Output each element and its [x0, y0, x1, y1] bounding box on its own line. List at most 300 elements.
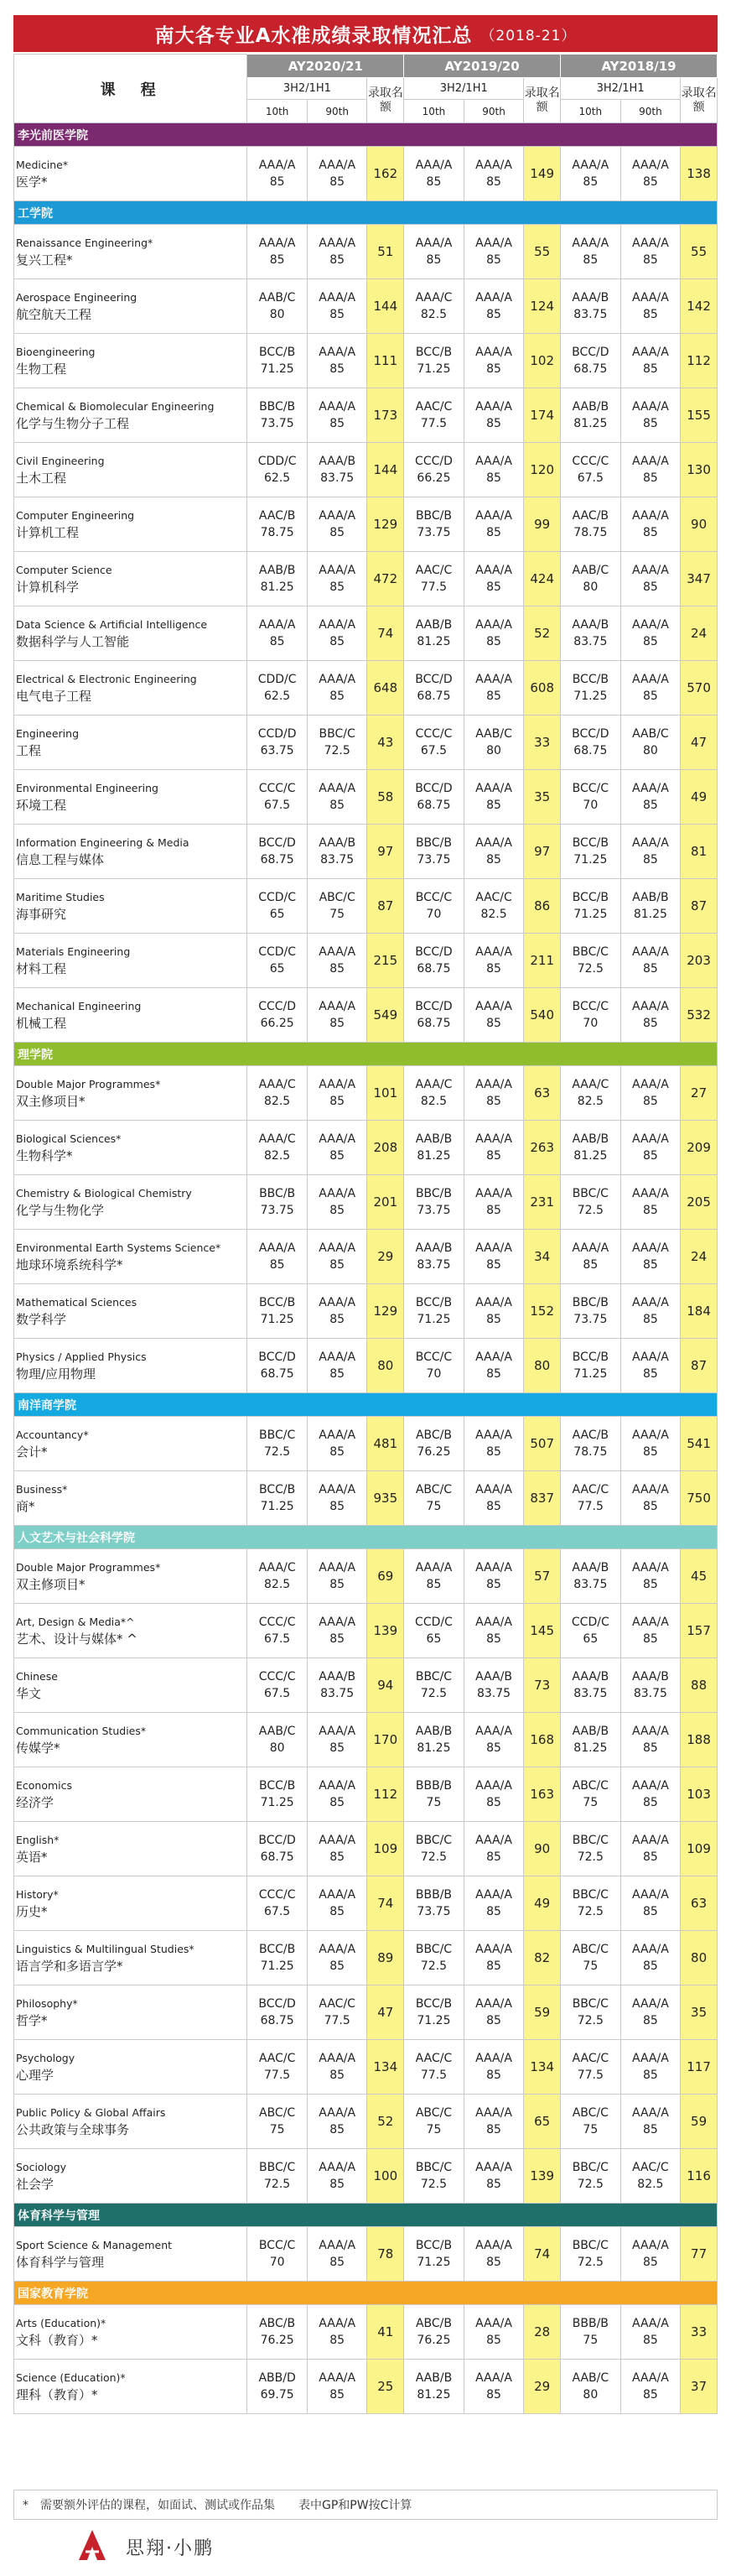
grade-letters: AAA/A	[475, 1350, 512, 1364]
grade-90th	[307, 497, 367, 552]
grade-score: 80	[583, 580, 599, 594]
grade-score: 85	[642, 1905, 658, 1918]
grade-10th	[404, 934, 464, 988]
grade-score: 71.25	[573, 908, 608, 921]
course-cell	[14, 1230, 247, 1284]
grade-score: 85	[486, 799, 501, 812]
grade-score: 82.5	[637, 2178, 664, 2191]
grade-90th	[464, 2360, 524, 2414]
grade-score: 85	[269, 1258, 285, 1272]
grade-letters: AAC/B	[258, 509, 296, 523]
course-name-en: Biological Sciences*	[16, 1132, 122, 1145]
enroll-count: 74	[367, 606, 404, 661]
table-row	[14, 1604, 718, 1658]
grade-90th	[620, 934, 681, 988]
grade-letters: AAA/A	[631, 1000, 669, 1013]
grade-10th	[247, 1713, 308, 1767]
grade-letters: CCD/D	[257, 727, 297, 741]
grade-score: 82.5	[264, 1095, 291, 1108]
grade-10th	[247, 1471, 308, 1526]
table-row	[14, 279, 718, 334]
grade-score: 82.5	[264, 1578, 291, 1591]
grade-10th	[404, 225, 464, 279]
grade-score: 68.75	[417, 962, 451, 976]
grade-score: 85	[486, 1095, 501, 1108]
table-row	[14, 497, 718, 552]
enroll-count: 57	[524, 1549, 561, 1604]
course-name-en: Bioengineering	[16, 346, 96, 358]
grade-letters: BBC/B	[259, 400, 296, 414]
enroll-count: 45	[681, 1549, 718, 1604]
enroll-count: 74	[524, 2227, 561, 2282]
grade-10th	[561, 1549, 621, 1604]
grade-score: 71.25	[573, 690, 608, 703]
grade-letters: AAA/C	[415, 291, 453, 304]
grade-10th	[247, 1175, 308, 1230]
table-row	[14, 443, 718, 497]
grade-score: 82.5	[420, 1095, 448, 1108]
grade-90th	[620, 1931, 681, 1985]
table-row	[14, 2149, 718, 2204]
grade-score: 85	[486, 1578, 501, 1591]
grade-letters: AAA/A	[631, 346, 669, 359]
grade-letters: AAA/A	[319, 945, 356, 959]
grade-letters: AAA/B	[572, 1670, 609, 1684]
enroll-count: 69	[367, 1549, 404, 1604]
grade-letters: AAA/A	[475, 1725, 512, 1738]
grade-letters: AAA/A	[319, 2239, 356, 2252]
grade-score: 85	[486, 2123, 501, 2136]
grade-90th	[464, 934, 524, 988]
grade-letters: BCC/B	[572, 673, 609, 686]
grade-letters: BCC/D	[258, 836, 296, 850]
grade-letters: BBC/C	[258, 1429, 296, 1442]
enroll-count: 87	[367, 879, 404, 934]
grade-letters: AAA/B	[572, 618, 609, 632]
grade-letters: BCC/D	[415, 945, 453, 959]
grade-letters: AAB/B	[415, 2371, 453, 2385]
p90-header: 90th	[464, 100, 524, 123]
course-name-en: Mechanical Engineering	[16, 1000, 142, 1012]
section-title: 南洋商学院	[14, 1393, 718, 1417]
grade-10th	[561, 1713, 621, 1767]
table-row	[14, 1713, 718, 1767]
enroll-count: 145	[524, 1604, 561, 1658]
grade-10th	[404, 1339, 464, 1393]
grade-score: 77.5	[420, 580, 448, 594]
grade-letters: BCC/B	[258, 1296, 296, 1309]
grade-letters: AAA/A	[631, 159, 669, 172]
enroll-count: 58	[367, 770, 404, 825]
grade-letters: AAA/C	[258, 1132, 296, 1146]
grade-score: 72.5	[420, 2178, 448, 2191]
enroll-count: 130	[681, 443, 718, 497]
grade-90th	[464, 1713, 524, 1767]
grade-score: 68.75	[573, 362, 608, 376]
enroll-count: 35	[681, 1985, 718, 2040]
table-row	[14, 1417, 718, 1471]
course-name-en: Science (Education)*	[16, 2371, 126, 2384]
grade-letters: BCC/D	[572, 346, 609, 359]
grade-letters: AAA/A	[475, 836, 512, 850]
enroll-count: 188	[681, 1713, 718, 1767]
grade-90th	[307, 1713, 367, 1767]
grade-score: 85	[329, 635, 345, 648]
course-cell	[14, 1549, 247, 1604]
grade-score: 68.75	[417, 799, 451, 812]
grade-90th	[620, 1121, 681, 1175]
grade-letters: AAA/A	[631, 1483, 669, 1496]
course-cell	[14, 1822, 247, 1876]
course-cell	[14, 225, 247, 279]
course-name-cn: 双主修项目*	[16, 1094, 86, 1109]
grade-10th	[404, 2149, 464, 2204]
grade-90th	[307, 661, 367, 716]
section-header	[14, 1526, 718, 1549]
section-header	[14, 1393, 718, 1417]
grade-letters: BCC/C	[258, 2239, 296, 2252]
course-name-cn: 土木工程	[16, 471, 67, 486]
grade-letters: BCC/B	[415, 1997, 453, 2011]
grade-score: 70	[426, 908, 442, 921]
grade-letters: AAA/A	[572, 237, 609, 250]
grade-letters: AAC/C	[572, 1483, 609, 1496]
grade-score: 81.25	[417, 2388, 451, 2402]
grade-score: 85	[329, 1204, 345, 1217]
grade-90th	[620, 1713, 681, 1767]
table-row	[14, 1876, 718, 1931]
grade-90th	[307, 1985, 367, 2040]
grade-letters: AAA/A	[631, 1779, 669, 1793]
table-row	[14, 1121, 718, 1175]
grade-90th	[464, 443, 524, 497]
grade-letters: AAA/A	[319, 1943, 356, 1956]
enroll-count: 25	[367, 2360, 404, 2414]
course-cell	[14, 2227, 247, 2282]
grade-10th	[404, 279, 464, 334]
grade-10th	[404, 606, 464, 661]
enroll-count: 90	[681, 497, 718, 552]
enroll-count: 215	[367, 934, 404, 988]
grade-score: 85	[329, 2123, 345, 2136]
course-name-cn: 传媒学*	[16, 1741, 60, 1756]
course-name-cn: 机械工程	[16, 1016, 67, 1031]
grade-90th	[307, 1121, 367, 1175]
table-row	[14, 988, 718, 1043]
grade-letters: AAA/A	[258, 159, 296, 172]
grade-90th	[620, 497, 681, 552]
grade-90th	[464, 1822, 524, 1876]
grade-letters: AAA/A	[475, 1483, 512, 1496]
grade-letters: AAA/A	[258, 618, 296, 632]
grade-letters: AAA/A	[475, 1241, 512, 1255]
grade-10th	[247, 1931, 308, 1985]
enroll-count: 231	[524, 1175, 561, 1230]
grade-90th	[620, 1549, 681, 1604]
course-cell	[14, 1985, 247, 2040]
grade-90th	[620, 147, 681, 201]
grade-letters: AAA/A	[631, 2371, 669, 2385]
grade-10th	[561, 2095, 621, 2149]
grade-10th	[404, 334, 464, 388]
grade-90th	[464, 225, 524, 279]
grade-cols-header: 3H2/1H1	[404, 78, 524, 100]
grade-score: 83.75	[573, 1578, 608, 1591]
course-name-en: Materials Engineering	[16, 945, 131, 958]
grade-letters: BCC/D	[258, 1350, 296, 1364]
grade-score: 83.75	[320, 1687, 355, 1700]
course-name-cn: 数学科学	[16, 1312, 67, 1327]
enroll-count: 162	[367, 147, 404, 201]
grade-score: 81.25	[633, 908, 667, 921]
grade-90th	[620, 1230, 681, 1284]
course-name-en: Economics	[16, 1779, 73, 1792]
grade-letters: AAA/A	[631, 1725, 669, 1738]
grade-90th	[307, 1417, 367, 1471]
enroll-count: 549	[367, 988, 404, 1043]
grade-letters: BCC/C	[572, 1000, 609, 1013]
course-name-en: Chinese	[16, 1670, 58, 1683]
grade-score: 85	[486, 2256, 501, 2269]
grade-score: 85	[486, 1445, 501, 1459]
grade-score: 85	[486, 1741, 501, 1755]
course-cell	[14, 661, 247, 716]
course-name-en: Sociology	[16, 2161, 67, 2173]
grade-score: 82.5	[480, 908, 507, 921]
course-name-en: Double Major Programmes*	[16, 1078, 161, 1090]
grade-score: 85	[329, 2178, 345, 2191]
enroll-count: 101	[367, 1066, 404, 1121]
grade-score: 85	[486, 2388, 501, 2402]
enroll-count: 170	[367, 1713, 404, 1767]
grade-letters: CDD/C	[257, 455, 297, 468]
grade-letters: AAA/A	[631, 1616, 669, 1629]
grade-score: 85	[486, 1796, 501, 1809]
grade-letters: AAA/A	[319, 1834, 356, 1847]
grade-letters: AAA/A	[631, 836, 669, 850]
grade-letters: BCC/B	[258, 1483, 296, 1496]
enroll-count: 73	[524, 1658, 561, 1713]
grade-10th	[561, 1417, 621, 1471]
grade-score: 80	[642, 744, 658, 757]
grade-score: 85	[642, 2123, 658, 2136]
grade-90th	[464, 770, 524, 825]
brand-name: 思翔·小鹏	[126, 2537, 214, 2559]
grade-90th	[464, 1767, 524, 1822]
course-cell	[14, 1175, 247, 1230]
grade-90th	[464, 2227, 524, 2282]
grade-score: 85	[329, 962, 345, 976]
grade-letters: AAA/A	[475, 509, 512, 523]
grade-letters: BBC/C	[572, 1187, 609, 1200]
grade-score: 85	[329, 308, 345, 321]
course-name-cn: 航空航天工程	[16, 307, 92, 322]
grade-10th	[247, 2360, 308, 2414]
grade-letters: BBC/B	[415, 836, 452, 850]
table-row	[14, 1230, 718, 1284]
grade-score: 77.5	[324, 2014, 350, 2027]
table-row	[14, 2040, 718, 2095]
grade-90th	[307, 770, 367, 825]
grade-letters: BCC/C	[415, 891, 453, 904]
grade-90th	[464, 1471, 524, 1526]
enroll-count: 80	[681, 1931, 718, 1985]
course-name-en: Accountancy*	[16, 1429, 89, 1441]
grade-score: 85	[329, 690, 345, 703]
grade-letters: AAB/C	[475, 727, 512, 741]
grade-score: 83.75	[573, 1687, 608, 1700]
grade-score: 85	[426, 1578, 442, 1591]
grade-10th	[561, 2305, 621, 2360]
grade-letters: AAA/A	[475, 159, 512, 172]
grade-10th	[404, 716, 464, 770]
grade-90th	[464, 1339, 524, 1393]
course-name-en: Computer Science	[16, 564, 112, 576]
grade-score: 68.75	[417, 690, 451, 703]
course-name-en: Aerospace Engineering	[16, 291, 137, 304]
enroll-count: 34	[524, 1230, 561, 1284]
grade-score: 71.25	[260, 362, 294, 376]
grade-10th	[404, 2360, 464, 2414]
course-cell	[14, 1284, 247, 1339]
enroll-count: 481	[367, 1417, 404, 1471]
course-name-en: Art, Design & Media*^	[16, 1616, 135, 1628]
grade-letters: AAB/B	[415, 1132, 453, 1146]
grade-90th	[464, 1066, 524, 1121]
enroll-count: 112	[367, 1767, 404, 1822]
grade-letters: AAA/A	[631, 1429, 669, 1442]
enroll-count: 134	[367, 2040, 404, 2095]
grade-score: 85	[642, 1445, 658, 1459]
grade-10th	[404, 879, 464, 934]
grade-10th	[247, 1658, 308, 1713]
p10-header: 10th	[404, 100, 464, 123]
grade-score: 85	[486, 1149, 501, 1163]
grade-letters: ABC/C	[572, 1779, 609, 1793]
grade-letters: AAA/A	[319, 159, 356, 172]
course-name-en: Engineering	[16, 727, 79, 740]
grade-letters: AAA/A	[319, 564, 356, 577]
grade-10th	[561, 1339, 621, 1393]
grade-90th	[620, 2360, 681, 2414]
grade-90th	[307, 2040, 367, 2095]
grade-letters: AAA/A	[475, 455, 512, 468]
table-row	[14, 388, 718, 443]
grade-10th	[561, 1230, 621, 1284]
grade-score: 85	[642, 1796, 658, 1809]
grade-score: 67.5	[264, 1905, 291, 1918]
grade-score: 72.5	[577, 1204, 604, 1217]
table-row	[14, 2227, 718, 2282]
grade-score: 85	[486, 1017, 501, 1030]
year-header-3: AY2018/19	[561, 55, 718, 78]
grade-letters: BBC/B	[259, 1187, 296, 1200]
grade-score: 85	[642, 417, 658, 430]
grade-score: 63.75	[260, 744, 294, 757]
grade-score: 83.75	[320, 853, 355, 866]
enroll-count: 59	[524, 1985, 561, 2040]
grade-10th	[404, 497, 464, 552]
grade-letters: AAB/C	[258, 1725, 296, 1738]
course-name-cn: 工程	[16, 743, 42, 758]
grade-10th	[247, 2149, 308, 2204]
grade-letters: AAA/A	[475, 2317, 512, 2330]
grade-letters: CCC/C	[415, 727, 453, 741]
grade-letters: AAC/C	[415, 400, 453, 414]
grade-score: 85	[329, 1367, 345, 1381]
grade-letters: AAA/B	[572, 1561, 609, 1574]
enroll-count: 49	[681, 770, 718, 825]
grade-score: 81.25	[573, 417, 608, 430]
grade-90th	[307, 1767, 367, 1822]
grade-letters: AAA/A	[415, 1561, 453, 1574]
enroll-count: 87	[681, 879, 718, 934]
grade-score: 83.75	[476, 1687, 511, 1700]
course-name-en: Maritime Studies	[16, 891, 105, 903]
course-name-cn: 艺术、设计与媒体* ^	[16, 1631, 137, 1647]
grade-10th	[561, 879, 621, 934]
course-name-en: Sport Science & Management	[16, 2239, 173, 2251]
section-title: 国家教育学院	[14, 2282, 718, 2305]
grade-letters: AAA/A	[631, 564, 669, 577]
grade-letters: CCC/C	[258, 782, 296, 795]
table-row	[14, 606, 718, 661]
enroll-count: 211	[524, 934, 561, 988]
grade-score: 72.5	[420, 1959, 448, 1973]
grade-10th	[561, 1876, 621, 1931]
grade-10th	[247, 1417, 308, 1471]
grade-score: 85	[269, 635, 285, 648]
grade-score: 85	[329, 580, 345, 594]
grade-letters: AAA/A	[475, 2106, 512, 2120]
table-row	[14, 825, 718, 879]
enroll-count: 47	[367, 1985, 404, 2040]
grade-letters: AAC/C	[475, 891, 512, 904]
enroll-count: 184	[681, 1284, 718, 1339]
grade-10th	[247, 2305, 308, 2360]
grade-10th	[247, 2095, 308, 2149]
grade-letters: BBC/C	[415, 1670, 453, 1684]
grade-letters: BBC/C	[319, 727, 355, 741]
grade-score: 85	[269, 175, 285, 189]
grade-10th	[561, 1604, 621, 1658]
grade-score: 78.75	[260, 526, 294, 539]
course-name-en: Medicine*	[16, 159, 69, 171]
grade-score: 85	[486, 1500, 501, 1513]
enroll-count: 112	[681, 334, 718, 388]
grade-90th	[464, 716, 524, 770]
grade-score: 85	[486, 1313, 501, 1326]
grade-90th	[464, 1284, 524, 1339]
grade-letters: BBC/B	[415, 1187, 452, 1200]
grade-letters: AAA/A	[475, 291, 512, 304]
grade-letters: AAA/B	[319, 455, 356, 468]
enroll-header: 录取名额	[681, 78, 718, 123]
course-name-en: Information Engineering & Media	[16, 836, 189, 849]
grade-score: 77.5	[264, 2069, 291, 2082]
grade-letters: AAA/A	[319, 2317, 356, 2330]
grade-score: 85	[642, 799, 658, 812]
course-cell	[14, 1658, 247, 1713]
grade-90th	[307, 2227, 367, 2282]
grade-90th	[307, 716, 367, 770]
grade-score: 73.75	[260, 1204, 294, 1217]
grade-90th	[307, 1658, 367, 1713]
course-name-cn: 文科（教育）*	[16, 2333, 98, 2348]
grade-score: 70	[426, 1367, 442, 1381]
grade-letters: AAA/A	[475, 1616, 512, 1629]
grade-letters: BCC/B	[415, 346, 453, 359]
